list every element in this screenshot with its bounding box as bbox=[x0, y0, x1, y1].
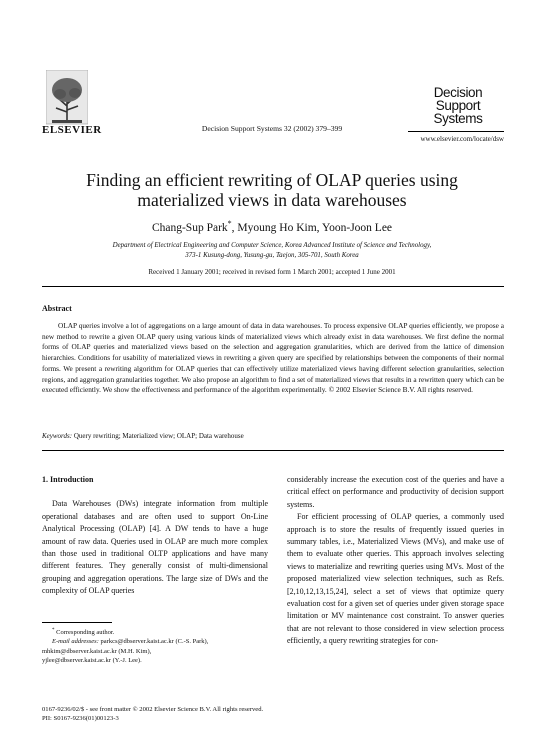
article-title: Finding an efficient rewriting of OLAP queries using materialized views in data warehouses bbox=[86, 170, 458, 210]
divider-top bbox=[42, 286, 504, 287]
footnote-rule bbox=[42, 622, 112, 623]
other-authors: , Myoung Ho Kim, Yoon-Joon Lee bbox=[231, 221, 393, 234]
author-1: Chang-Sup Park bbox=[151, 221, 228, 234]
brand-line-1: Decision Support bbox=[433, 85, 483, 113]
keywords-list: Query rewriting; Materialized view; OLAP; Data warehouse bbox=[73, 432, 244, 440]
received-dates: Received 1 January 2001; received in revised form 1 March 2001; accepted 1 June 2001 bbox=[148, 268, 396, 276]
footnote-corresponding-text: Corresponding author. bbox=[56, 629, 115, 637]
keywords bbox=[42, 432, 244, 440]
journal-url[interactable]: www.elsevier.com/locate/dsw bbox=[420, 135, 504, 143]
email-label: E-mail addresses: bbox=[52, 638, 99, 646]
journal-reference: Decision Support Systems 32 (2002) 379–399 bbox=[201, 124, 343, 133]
footer bbox=[42, 705, 263, 723]
publisher-name: ELSEVIER bbox=[42, 124, 102, 136]
divider-abstract bbox=[42, 450, 504, 451]
corresponding-mark: * bbox=[227, 219, 232, 228]
journal-brand bbox=[412, 86, 504, 125]
email-2[interactable]: mhkim@dbserver.kaist.ac.kr (M.H. Kim), bbox=[42, 647, 152, 655]
footnote bbox=[42, 626, 268, 665]
left-column bbox=[42, 474, 268, 598]
intro-paragraph-1: Data Warehouses (DWs) integrate information from multiple operational databases and are often used to support On-Line Analytical Processing (OLAP) [4]. A DW tends to have a huge amount of raw data. Queries used in OLAP are much more complex than those used in traditional OLTP applications and have many different features. They generally consist of multi-dimensional grouping and aggregation operations. The large size of DWs and the complexity of OLAP queries bbox=[42, 499, 268, 596]
elsevier-tree-logo bbox=[46, 70, 88, 128]
header-rule bbox=[408, 131, 504, 132]
abstract-heading: Abstract bbox=[42, 304, 72, 313]
keywords-label: Keywords: bbox=[42, 432, 73, 440]
footnote-mark: * bbox=[52, 628, 55, 633]
affiliation-line-1: Department of Electrical Engineering and Computer Science, Korea Advanced Institute of Science and Technology, bbox=[112, 242, 432, 249]
email-1[interactable]: parkcs@dbserver.kaist.ac.kr (C.-S. Park), bbox=[100, 638, 209, 646]
author-list bbox=[0, 219, 544, 234]
footnote-corresponding bbox=[42, 626, 268, 637]
footer-copyright: 0167-9236/02/$ - see front matter © 2002 Elsevier Science B.V. All rights reserved. bbox=[42, 706, 264, 713]
intro-paragraph-1-cont: considerably increase the execution cost of the queries and have a critical effect on performance and productivity of decision support systems. bbox=[287, 475, 504, 509]
brand-line-2: Systems bbox=[433, 111, 483, 126]
affiliation bbox=[52, 241, 492, 261]
abstract-body: OLAP queries involve a lot of aggregations on a large amount of data in data warehouses. To process expensive OLAP queries efficiently, we propose a new method to rewrite a given OLAP query using various kinds of materialized views which already exist in data warehouses. We first define the normal forms of OLAP queries and materialized views based on the selection and aggregation granularities, which are derived from the lattice of dimension hierarchies. Conditions for usability of materialized views in rewriting a given query are specified by relationships between the components of their normal forms. We present a rewriting algorithm for OLAP queries that can effectively utilize materialized views having different selection granularities, selection regions, and aggregation granularities together. We also propose an algorithm to find a set of materialized views that results in a rewritten query which can be executed efficiently. We show the effectiveness and performance of the algorithm experimentally. © 2002 Elsevier Science B.V. All rights reserved. bbox=[42, 321, 504, 395]
section-heading-introduction: 1. Introduction bbox=[42, 475, 94, 484]
email-3[interactable]: yjlee@dbserver.kaist.ac.kr (Y.-J. Lee). bbox=[42, 656, 142, 664]
footer-pii: PII: S0167-9236(01)00123-3 bbox=[42, 715, 119, 722]
footnote-email-line bbox=[42, 637, 268, 646]
affiliation-line-2: 373-1 Kusung-dong, Yusung-gu, Taejon, 305-701, South Korea bbox=[185, 252, 359, 259]
intro-paragraph-2: For efficient processing of OLAP queries, a commonly used approach is to store the results of frequently issued queries in summary tables, i.e., Materialized Views (MVs), and make use of them to evaluate other queries. This approach involves selecting views to materialize and rewriting queries using MVs. Most of the proposed materialized view selection techniques, such as Refs. [2,10,12,13,15,24], select a set of views that optimize query evaluation cost for a given set of queries under given storage space limitation or MV maintenance cost constraint. To answer queries that are not relevant to those considered in view selection process efficiently, a query rewriting strategies for con- bbox=[287, 512, 504, 646]
right-column bbox=[287, 474, 504, 648]
